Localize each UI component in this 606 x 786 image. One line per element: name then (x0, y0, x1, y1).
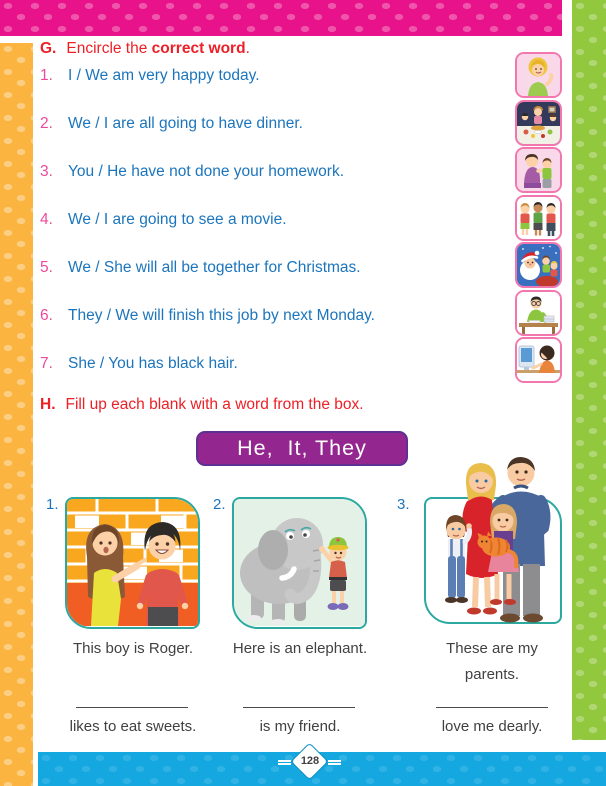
answer-blank[interactable] (436, 697, 548, 708)
sentence-item (40, 209, 510, 230)
answer-blank[interactable] (76, 697, 188, 708)
family-illustration (424, 454, 562, 626)
picture-caption: These are my parents. (446, 640, 538, 683)
exercise-h-instruction: Fill up each blank with a word from the box. (65, 396, 364, 413)
sentence-item (40, 113, 510, 134)
item-number: 2. (40, 115, 53, 132)
mother-hugging-boy-illustration (517, 149, 560, 191)
sentence-item (40, 353, 510, 374)
picture-caption: Here is an elephant. (232, 640, 368, 657)
exercise-g-heading (40, 40, 510, 58)
sidebar-picture-happy-woman (515, 52, 562, 98)
man-working-at-desk-illustration (517, 292, 560, 334)
picture-frame-elephant (232, 497, 367, 629)
woman-pointing-at-boy-illustration (67, 499, 198, 626)
item-sentence: We / She will all be together for Christmas. (68, 259, 361, 276)
santa-with-children-illustration (517, 244, 560, 286)
item-sentence: We / I are going to see a movie. (68, 211, 287, 228)
item-number: 7. (40, 355, 53, 372)
item-number: 6. (40, 307, 53, 324)
sidebar-picture-family-dinner (515, 100, 562, 146)
item-number: 1. (40, 67, 53, 84)
picture-number: 3. (397, 496, 410, 513)
exercise-g-instruction-bold: correct word (151, 40, 246, 57)
item-sentence: I / We am very happy today. (68, 67, 260, 84)
picture-caption: This boy is Roger. (72, 640, 194, 657)
exercise-g-instruction: Encircle the (66, 40, 152, 57)
item-number: 3. (40, 163, 53, 180)
happy-woman-illustration (517, 54, 560, 96)
sentence-item (40, 65, 510, 86)
page-number-badge (290, 746, 330, 786)
exercise-h-heading (40, 396, 364, 414)
sidebar-picture-santa-with-children (515, 242, 562, 288)
sidebar-picture-girl-at-computer (515, 337, 562, 383)
exercise-g-label: G. (40, 40, 57, 57)
picture-frame-family (424, 497, 562, 624)
sidebar-picture-mother-hugging-boy (515, 147, 562, 193)
left-border-bar (0, 43, 33, 786)
item-sentence: You / He have not done your homework. (68, 163, 345, 180)
picture-number: 2. (213, 496, 226, 513)
sidebar-picture-strip (515, 52, 565, 385)
item-sentence: They / We will finish this job by next Monday. (68, 307, 375, 324)
three-friends-illustration (517, 197, 560, 239)
item-sentence: She / You has black hair. (68, 355, 238, 372)
exercise-g-instruction-end: . (245, 40, 250, 57)
sidebar-picture-man-working-at-desk (515, 290, 562, 336)
picture-number: 1. (46, 496, 59, 513)
blank-caption: likes to eat sweets. (69, 718, 197, 735)
page-number: 128 (300, 755, 320, 767)
picture-frame-roger (65, 497, 200, 629)
sentence-item (40, 305, 510, 326)
item-sentence: We / I are all going to have dinner. (68, 115, 303, 132)
family-dinner-illustration (517, 102, 560, 144)
item-number: 5. (40, 259, 53, 276)
top-border-bar (0, 0, 562, 36)
exercise-g (40, 40, 510, 401)
blank-caption: is my friend. (259, 718, 341, 735)
word-box: He, It, They (196, 431, 408, 466)
girl-at-computer-illustration (517, 339, 560, 381)
exercise-h-label: H. (40, 396, 56, 413)
sentence-item (40, 257, 510, 278)
blank-caption: love me dearly. (441, 718, 543, 735)
answer-blank[interactable] (243, 697, 355, 708)
sidebar-picture-three-friends (515, 195, 562, 241)
elephant-and-boy-illustration (234, 499, 365, 626)
sentence-item (40, 161, 510, 182)
item-number: 4. (40, 211, 53, 228)
right-border-bar (572, 0, 606, 740)
